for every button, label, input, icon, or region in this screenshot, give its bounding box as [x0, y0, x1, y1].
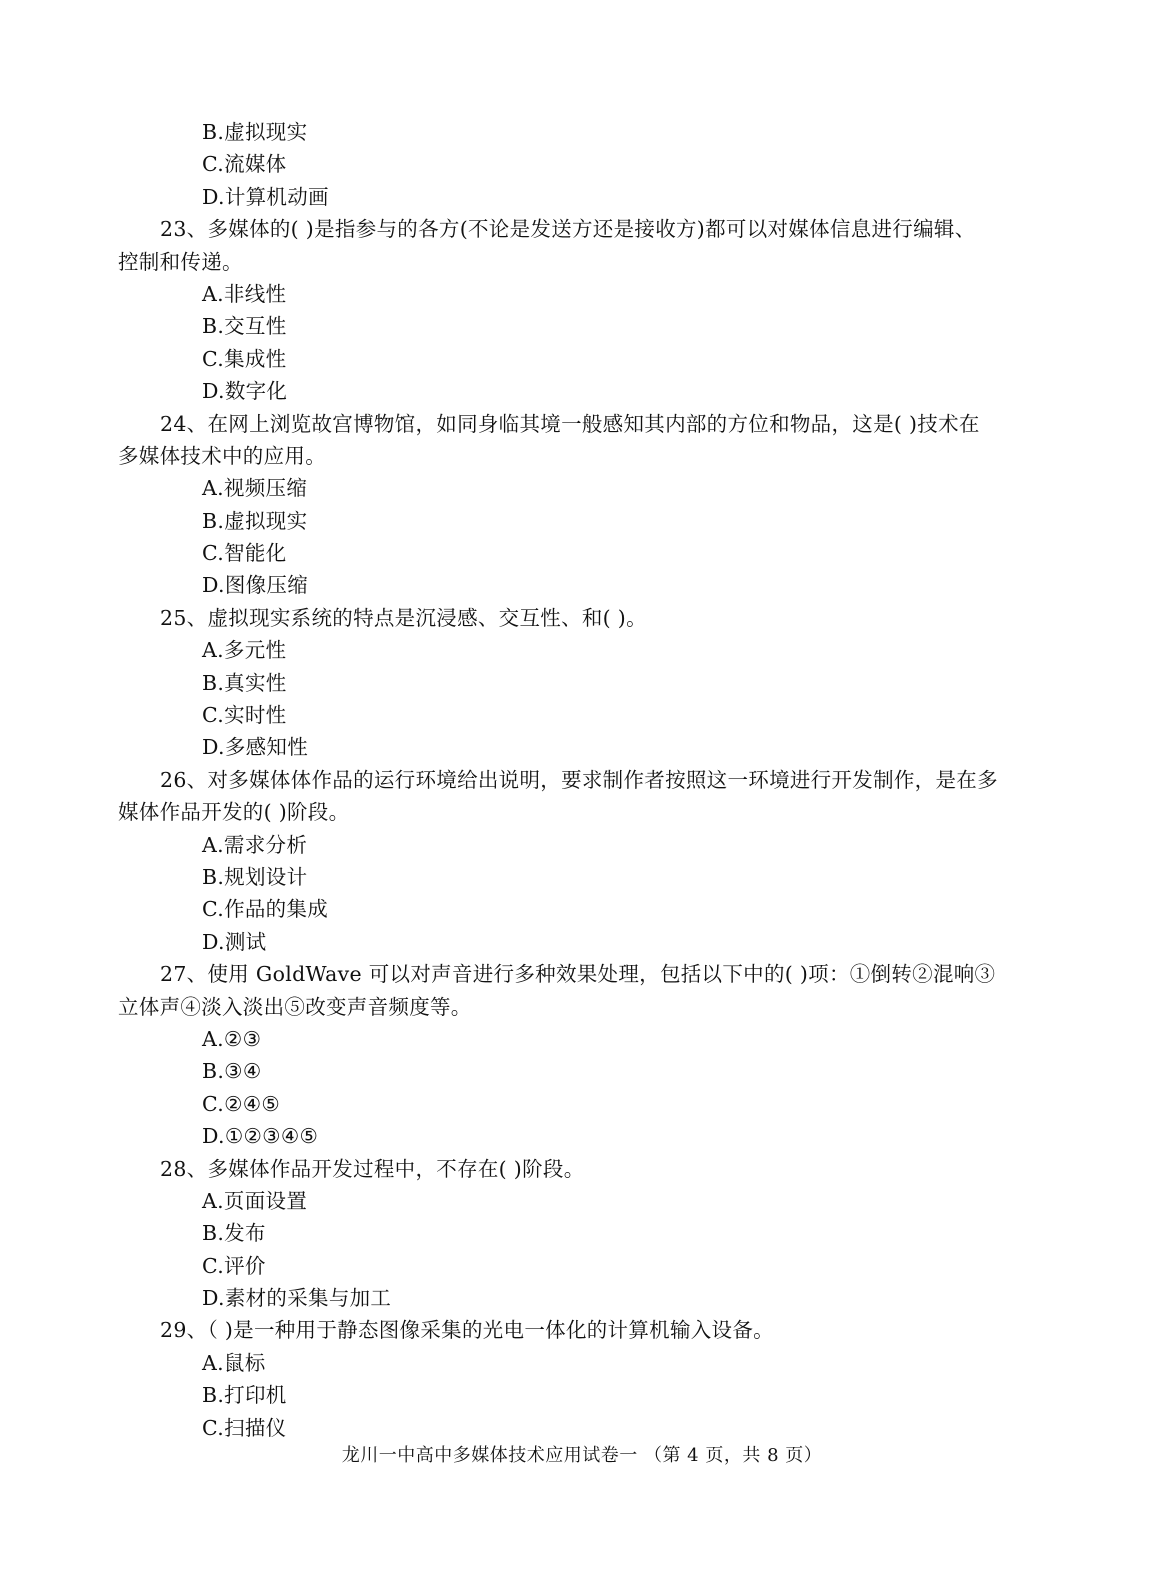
q28-option-b: B.发布: [202, 1221, 266, 1246]
q28-option-d: D.素材的采集与加工: [202, 1286, 392, 1311]
q29-option-a: A.鼠标: [202, 1350, 266, 1375]
q24-stem-line2: 多媒体技术中的应用。: [118, 443, 326, 468]
q26-option-b: B.规划设计: [202, 864, 308, 889]
q29-stem-line1: 29、（ )是一种用于静态图像采集的光电一体化的计算机输入设备。: [160, 1318, 774, 1343]
q23-option-d: D.数字化: [202, 379, 288, 404]
q25-option-d: D.多感知性: [202, 735, 309, 760]
q25-option-b: B.真实性: [202, 670, 287, 695]
q22-option-c: C.流媒体: [202, 152, 287, 177]
q26-option-a: A.需求分析: [202, 832, 308, 857]
q28-option-c: C.评价: [202, 1253, 266, 1278]
question-list: [118, 116, 1048, 1444]
q27-option-d: D.①②③④⑤: [202, 1124, 319, 1149]
q23-option-b: B.交互性: [202, 314, 287, 339]
q22-option-d: D.计算机动画: [202, 184, 329, 209]
q24-option-c: C.智能化: [202, 541, 287, 566]
q24-stem-line1: 24、在网上浏览故宫博物馆，如同身临其境一般感知其内部的方位和物品，这是( )技术在: [160, 411, 980, 436]
q27-option-a: A.②③: [202, 1026, 262, 1051]
q28-stem-line1: 28、多媒体作品开发过程中，不存在( )阶段。: [160, 1156, 585, 1181]
q22-option-b: B.虚拟现实: [202, 120, 308, 144]
q24-option-d: D.图像压缩: [202, 573, 309, 598]
q23-option-c: C.集成性: [202, 346, 287, 371]
q25-option-c: C.实时性: [202, 703, 287, 728]
q27-stem-line2: 立体声④淡入淡出⑤改变声音频度等。: [118, 994, 472, 1019]
page-footer: 龙川一中高中多媒体技术应用试卷一 （第 4 页，共 8 页）: [341, 1445, 823, 1466]
q23-stem-line1: 23、多媒体的( )是指参与的各方(不论是发送方还是接收方)都可以对媒体信息进行编辑、: [160, 217, 976, 242]
q23-option-a: A.非线性: [202, 281, 287, 306]
q29-option-c: C.扫描仪: [202, 1415, 287, 1440]
q27-option-b: B.③④: [202, 1059, 262, 1084]
q24-option-b: B.虚拟现实: [202, 508, 308, 533]
q29-option-b: B.打印机: [202, 1383, 287, 1408]
q28-option-a: A.页面设置: [202, 1188, 308, 1213]
q23-stem-line2: 控制和传递。: [118, 249, 243, 274]
q26-option-d: D.测试: [202, 929, 267, 954]
q26-stem-line1: 26、对多媒体体作品的运行环境给出说明，要求制作者按照这一环境进行开发制作，是在多: [160, 767, 998, 792]
q27-stem-line1: 27、使用 GoldWave 可以对声音进行多种效果处理，包括以下中的( )项：①倒转②混响③: [160, 962, 996, 987]
q26-stem-line2: 媒体作品开发的( )阶段。: [118, 800, 350, 825]
q26-option-c: C.作品的集成: [202, 897, 329, 922]
q25-stem-line1: 25、虚拟现实系统的特点是沉浸感、交互性、和( )。: [160, 605, 647, 630]
q24-option-a: A.视频压缩: [202, 476, 308, 501]
q25-option-a: A.多元性: [202, 638, 287, 663]
q27-option-c: C.②④⑤: [202, 1091, 281, 1116]
